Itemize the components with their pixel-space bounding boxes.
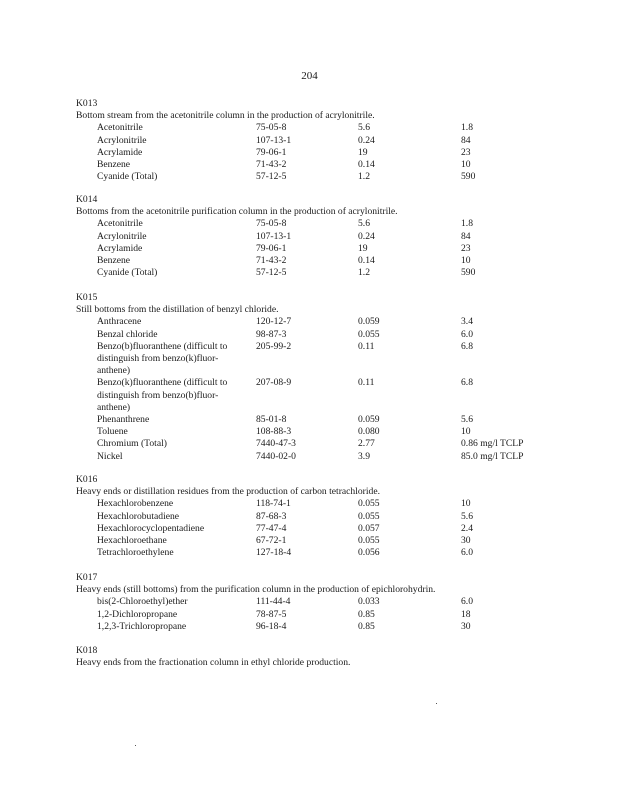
constituent-name: Acrylonitrile (97, 134, 147, 146)
constituent-name: Toluene (97, 426, 128, 438)
cas-number: 57-12-5 (256, 267, 287, 279)
constituent-name: Acrylamide (97, 242, 143, 254)
constituent-name: Acrylamide (97, 146, 143, 158)
wastewater-standard: 0.055 (358, 328, 380, 340)
nonwastewater-standard: 2.4 (461, 522, 473, 534)
wastewater-standard: 0.14 (358, 158, 375, 170)
constituent-name: Benzo(k)fluoranthene (difficult to distinguish from benzo(b)fluor-anthene) (97, 377, 228, 413)
waste-description: Bottoms from the acetonitrile purification column in the production of acrylonitrile. (76, 206, 398, 218)
cas-number: 67-72-1 (256, 534, 287, 546)
cas-number: 127-18-4 (256, 547, 292, 559)
constituent-row (76, 621, 556, 633)
cas-number: 107-13-1 (256, 230, 292, 242)
constituent-row (76, 547, 556, 559)
nonwastewater-standard: 0.86 mg/l TCLP (461, 438, 524, 450)
constituent-row (76, 451, 556, 463)
constituent-row (76, 243, 556, 255)
nonwastewater-standard: 10 (461, 158, 471, 170)
constituent-row (76, 329, 556, 341)
cas-number: 98-87-3 (256, 328, 287, 340)
waste-code: K015 (76, 292, 98, 303)
nonwastewater-standard: 85.0 mg/l TCLP (461, 450, 524, 462)
wastewater-standard: 0.055 (358, 534, 380, 546)
nonwastewater-standard: 84 (461, 230, 471, 242)
constituent-row (76, 341, 556, 378)
wastewater-standard: 19 (358, 146, 368, 158)
nonwastewater-standard: 6.0 (461, 547, 473, 559)
cas-number: 205-99-2 (256, 340, 292, 352)
nonwastewater-standard: 10 (461, 254, 471, 266)
cas-number: 79-06-1 (256, 146, 287, 158)
nonwastewater-standard: 5.6 (461, 414, 473, 425)
constituent-row (76, 498, 556, 510)
constituent-row (76, 159, 556, 171)
nonwastewater-standard: 30 (461, 620, 471, 632)
constituent-name: Benzene (97, 254, 131, 266)
wastewater-standard: 0.059 (358, 414, 380, 425)
cas-number: 78-87-5 (256, 608, 287, 620)
waste-code: K016 (76, 474, 98, 485)
wastewater-standard: 0.057 (358, 522, 380, 534)
constituent-name: Phenanthrene (97, 414, 150, 425)
constituent-name: Benzene (97, 158, 131, 170)
cas-number: 207-08-9 (256, 377, 292, 389)
constituent-row (76, 171, 556, 183)
nonwastewater-standard: 590 (461, 267, 476, 279)
nonwastewater-standard: 590 (461, 171, 476, 183)
cas-number: 75-05-8 (256, 122, 287, 134)
constituent-name: Tetrachloroethylene (97, 547, 174, 559)
nonwastewater-standard: 84 (461, 134, 471, 146)
constituent-row (76, 438, 556, 450)
nonwastewater-standard: 1.8 (461, 122, 473, 134)
nonwastewater-standard: 5.6 (461, 510, 473, 522)
wastewater-standard: 0.059 (358, 316, 380, 328)
constituent-row (76, 316, 556, 328)
cas-number: 96-18-4 (256, 620, 287, 632)
constituent-name: Acrylonitrile (97, 230, 147, 242)
waste-description: Still bottoms from the distillation of benzyl chloride. (76, 304, 279, 316)
constituent-name: Anthracene (97, 316, 142, 328)
wastewater-standard: 0.033 (358, 596, 380, 608)
waste-section-k014 (76, 194, 556, 279)
nonwastewater-standard: 10 (461, 426, 471, 438)
constituent-row (76, 426, 556, 438)
constituent-row (76, 511, 556, 523)
waste-section-k013 (76, 98, 556, 183)
constituent-name: Cyanide (Total) (97, 171, 158, 183)
constituent-name: Hexachlorobenzene (97, 498, 174, 510)
cas-number: 7440-47-3 (256, 438, 296, 450)
waste-section-k016 (76, 474, 556, 559)
waste-description: Heavy ends or distillation residues from the production of carbon tetrachloride. (76, 486, 380, 498)
nonwastewater-standard: 3.4 (461, 316, 473, 328)
wastewater-standard: 0.24 (358, 134, 375, 146)
cas-number: 71-43-2 (256, 158, 287, 170)
wastewater-standard: 0.85 (358, 620, 375, 632)
cas-number: 71-43-2 (256, 254, 287, 266)
cas-number: 85-01-8 (256, 414, 287, 425)
constituent-row (76, 122, 556, 134)
constituent-row (76, 535, 556, 547)
wastewater-standard: 0.055 (358, 498, 380, 510)
nonwastewater-standard: 6.8 (461, 377, 473, 389)
wastewater-standard: 0.055 (358, 510, 380, 522)
constituent-name: Nickel (97, 450, 123, 462)
cas-number: 77-47-4 (256, 522, 287, 534)
cas-number: 107-13-1 (256, 134, 292, 146)
cas-number: 79-06-1 (256, 242, 287, 254)
cas-number: 75-05-8 (256, 218, 287, 230)
wastewater-standard: 1.2 (358, 171, 370, 183)
constituent-row (76, 231, 556, 243)
constituent-name: Benzal chloride (97, 328, 158, 340)
page-number: 204 (301, 70, 318, 82)
wastewater-standard: 0.080 (358, 426, 380, 438)
waste-section-k015 (76, 292, 556, 463)
constituent-name: Hexachloroethane (97, 534, 167, 546)
nonwastewater-standard: 18 (461, 608, 471, 620)
wastewater-standard: 0.14 (358, 254, 375, 266)
waste-section-k017 (76, 572, 556, 633)
constituent-row (76, 218, 556, 230)
nonwastewater-standard: 1.8 (461, 218, 473, 230)
constituent-name: Acetonitrile (97, 218, 143, 230)
waste-section-k018 (76, 645, 556, 669)
constituent-row (76, 523, 556, 535)
scan-speck (436, 703, 437, 704)
wastewater-standard: 0.11 (358, 340, 375, 352)
constituent-row (76, 414, 556, 426)
constituent-name: Chromium (Total) (97, 438, 167, 450)
waste-code: K013 (76, 98, 98, 109)
constituent-name: bis(2-Chloroethyl)ether (97, 596, 188, 608)
constituent-name: Cyanide (Total) (97, 267, 158, 279)
cas-number: 108-88-3 (256, 426, 292, 438)
wastewater-standard: 1.2 (358, 267, 370, 279)
cas-number: 7440-02-0 (256, 450, 296, 462)
constituent-row (76, 135, 556, 147)
wastewater-standard: 0.056 (358, 547, 380, 559)
waste-description: Bottom stream from the acetonitrile column in the production of acrylonitrile. (76, 110, 375, 122)
cas-number: 57-12-5 (256, 171, 287, 183)
constituent-name: 1,2-Dichloropropane (97, 608, 178, 620)
constituent-row (76, 377, 556, 414)
constituent-row (76, 609, 556, 621)
waste-description: Heavy ends from the fractionation column in ethyl chloride production. (76, 657, 351, 669)
waste-code: K018 (76, 645, 98, 656)
nonwastewater-standard: 6.0 (461, 596, 473, 608)
constituent-row (76, 255, 556, 267)
waste-code: K014 (76, 194, 98, 205)
constituent-name: Hexachlorobutadiene (97, 510, 180, 522)
constituent-row (76, 596, 556, 608)
waste-description: Heavy ends (still bottoms) from the purification column in the production of epichlorohydrin. (76, 584, 436, 596)
scan-speck (135, 745, 136, 746)
constituent-name: Acetonitrile (97, 122, 143, 134)
constituent-row (76, 267, 556, 279)
wastewater-standard: 5.6 (358, 218, 370, 230)
nonwastewater-standard: 6.8 (461, 340, 473, 352)
wastewater-standard: 0.85 (358, 608, 375, 620)
nonwastewater-standard: 30 (461, 534, 471, 546)
cas-number: 120-12-7 (256, 316, 292, 328)
cas-number: 87-68-3 (256, 510, 287, 522)
wastewater-standard: 19 (358, 242, 368, 254)
nonwastewater-standard: 23 (461, 242, 471, 254)
wastewater-standard: 3.9 (358, 450, 370, 462)
wastewater-standard: 0.11 (358, 377, 375, 389)
waste-code: K017 (76, 572, 98, 583)
constituent-name: Benzo(b)fluoranthene (difficult to distinguish from benzo(k)fluor-anthene) (97, 340, 228, 377)
cas-number: 111-44-4 (256, 596, 291, 608)
nonwastewater-standard: 10 (461, 498, 471, 510)
wastewater-standard: 5.6 (358, 122, 370, 134)
nonwastewater-standard: 23 (461, 146, 471, 158)
nonwastewater-standard: 6.0 (461, 328, 473, 340)
constituent-name: 1,2,3-Trichloropropane (97, 620, 187, 632)
constituent-row (76, 147, 556, 159)
cas-number: 118-74-1 (256, 498, 291, 510)
wastewater-standard: 2.77 (358, 438, 375, 450)
constituent-name: Hexachlorocyclopentadiene (97, 522, 205, 534)
wastewater-standard: 0.24 (358, 230, 375, 242)
